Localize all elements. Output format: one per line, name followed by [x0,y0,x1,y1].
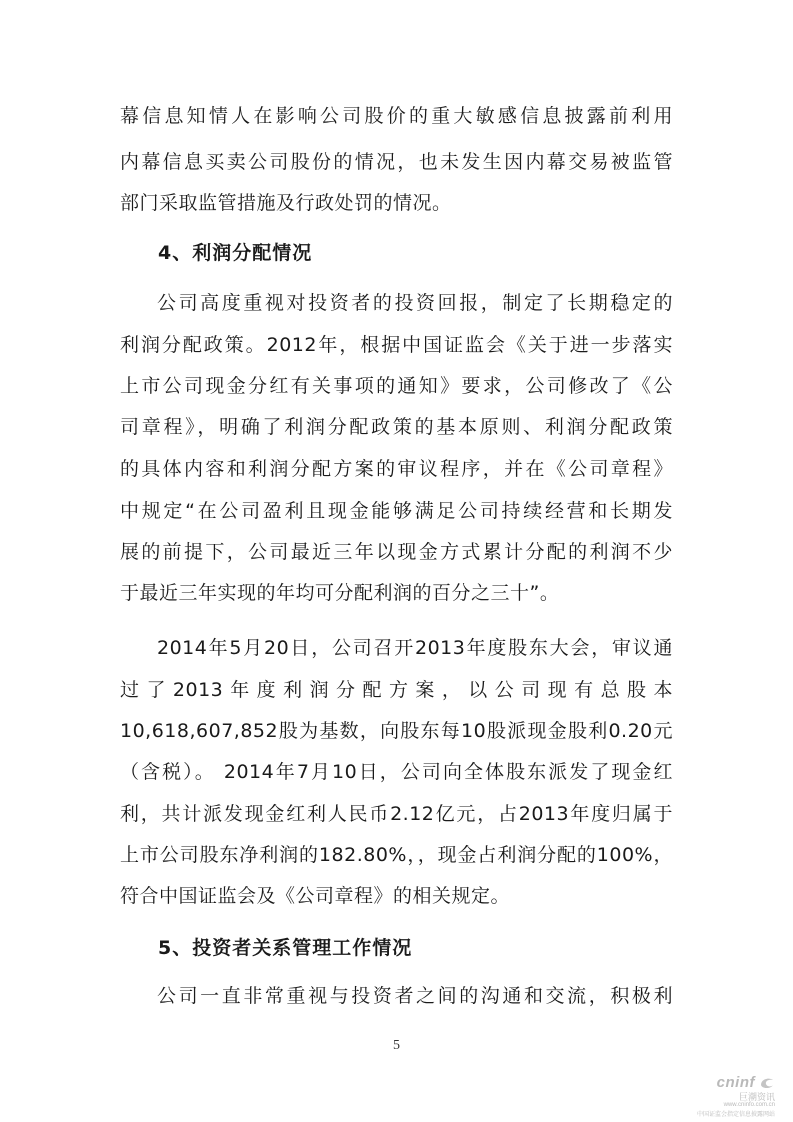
watermark-url: www.cninfo.com.cn [723,1102,775,1108]
paragraph-line: 幕信息知情人在影响公司股价的重大敏感信息披露前利用 [120,105,673,127]
paragraph-line: 司章程》，明确了利润分配政策的基本原则、利润分配政策 [120,416,673,438]
paragraph-line: 部门采取监管措施及行政处罚的情况。 [120,192,452,214]
paragraph-line: 上市公司股东净利润的182.80%，，现金占利润分配的100%， [120,844,673,866]
paragraph-line: 中规定“在公司盈利且现金能够满足公司持续经营和长期发 [120,500,673,522]
section-heading-profit-distribution: 4、利润分配情况 [158,242,313,264]
paragraph-line: 内幕信息买卖公司股份的情况，也未发生因内幕交易被监管 [120,151,673,173]
paragraph-line: 于最近三年实现的年均可分配利润的百分之三十”。 [120,582,560,604]
cninfo-watermark [665,1074,775,1119]
paragraph-line: （含税）。 2014年7月10日，公司向全体股东派发了现金红 [120,761,673,783]
paragraph-line: 利，共计派发现金红利人民币2.12亿元，占2013年度归属于 [120,803,673,825]
paragraph-line: 公司高度重视对投资者的投资回报，制定了长期稳定的 [157,292,673,314]
watermark-brand: cninf [716,1074,755,1091]
page-number: 5 [393,1038,400,1053]
paragraph-line: 展的前提下，公司最近三年以现金方式累计分配的利润不少 [120,541,673,563]
paragraph-line: 公司一直非常重视与投资者之间的沟通和交流，积极利 [157,985,673,1007]
paragraph-line: 的具体内容和利润分配方案的审议程序，并在《公司章程》 [120,458,673,480]
paragraph-line: 利润分配政策。2012年，根据中国证监会《关于进一步落实 [120,334,673,356]
paragraph-line: 2014年5月20日，公司召开2013年度股东大会，审议通 [157,637,673,659]
swirl-logo-icon [759,1076,775,1090]
cninfo-logo [717,1074,775,1091]
section-heading-investor-relations: 5、投资者关系管理工作情况 [158,937,413,959]
watermark-brand-cn: 巨潮资讯 [738,1092,775,1102]
watermark-subtitle: 中国证监会指定信息披露网站 [696,1112,775,1118]
paragraph-line: 过了2013年度利润分配方案，以公司现有总股本 [120,679,673,701]
paragraph-line: 10,618,607,852股为基数，向股东每10股派现金股利0.20元 [120,720,673,742]
paragraph-line: 上市公司现金分红有关事项的通知》要求，公司修改了《公 [120,375,673,397]
paragraph-line: 符合中国证监会及《公司章程》的相关规定。 [120,885,511,907]
